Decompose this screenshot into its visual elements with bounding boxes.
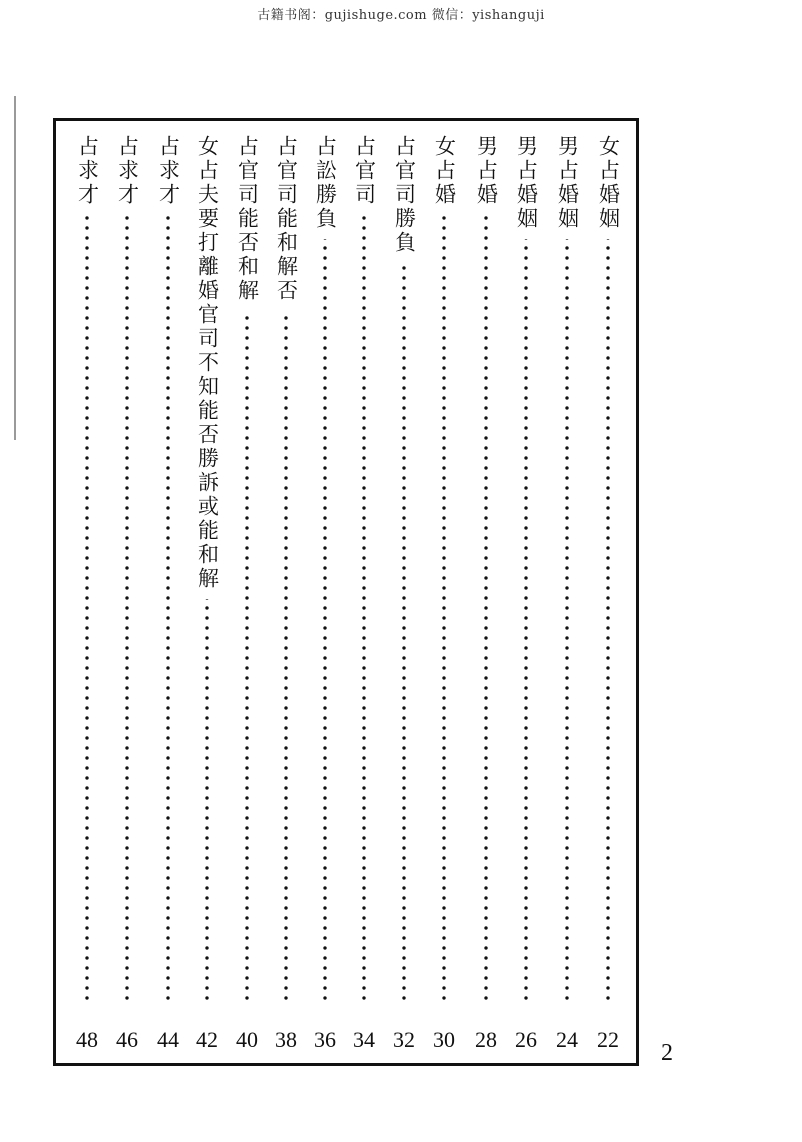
toc-entry-page: 34 — [353, 1027, 375, 1052]
toc-frame — [53, 118, 639, 1066]
toc-entry-page: 44 — [157, 1027, 179, 1052]
leader-dots — [284, 311, 288, 1003]
toc-entry-page: 32 — [393, 1027, 415, 1052]
leader-dots — [85, 215, 89, 1003]
toc-entry — [187, 121, 227, 1063]
toc-entry-page: 40 — [236, 1027, 258, 1052]
toc-list — [56, 121, 636, 1063]
toc-entry-page: 22 — [597, 1027, 619, 1052]
toc-entry-title: 占訟勝負 — [313, 135, 338, 231]
watermark-text: 古籍书阁：gujishuge.com 微信：yishanguji — [257, 8, 545, 23]
toc-entry — [266, 121, 306, 1063]
toc-entry-page: 30 — [433, 1027, 455, 1052]
toc-entry-title: 女占夫要打離婚官司不知能否勝訴或能和解 — [195, 135, 220, 591]
toc-entry — [547, 121, 587, 1063]
toc-entry-page: 24 — [556, 1027, 578, 1052]
toc-entry — [506, 121, 546, 1063]
leader-dots — [524, 239, 528, 1003]
toc-entry-page: 42 — [196, 1027, 218, 1052]
toc-entry-title: 占官司勝負 — [392, 135, 417, 255]
toc-entry — [344, 121, 384, 1063]
leader-dots — [484, 215, 488, 1003]
toc-entry-page: 28 — [475, 1027, 497, 1052]
toc-entry — [588, 121, 628, 1063]
toc-entry — [424, 121, 464, 1063]
toc-entry-page: 36 — [314, 1027, 336, 1052]
leader-dots — [565, 239, 569, 1003]
toc-entry-title: 占求才 — [156, 135, 181, 207]
toc-entry-title: 男占婚 — [474, 135, 499, 207]
toc-entry-title: 占求才 — [75, 135, 100, 207]
leader-dots — [125, 215, 129, 1003]
toc-entry-title: 女占婚姻 — [596, 135, 621, 231]
toc-entry — [466, 121, 506, 1063]
toc-entry-title: 占官司 — [352, 135, 377, 207]
toc-entry-page: 26 — [515, 1027, 537, 1052]
margin-rule — [14, 96, 16, 440]
page-number: 2 — [661, 1040, 673, 1066]
leader-dots — [166, 215, 170, 1003]
leader-dots — [362, 215, 366, 1003]
toc-entry — [107, 121, 147, 1063]
toc-entry — [227, 121, 267, 1063]
toc-entry-title: 占官司能否和解 — [235, 135, 260, 303]
toc-entry-page: 46 — [116, 1027, 138, 1052]
leader-dots — [323, 239, 327, 1003]
leader-dots — [402, 263, 406, 1003]
toc-entry-title: 女占婚 — [432, 135, 457, 207]
toc-entry-page: 48 — [76, 1027, 98, 1052]
toc-entry — [67, 121, 107, 1063]
toc-entry-page: 38 — [275, 1027, 297, 1052]
toc-entry — [148, 121, 188, 1063]
leader-dots — [245, 311, 249, 1003]
leader-dots — [205, 599, 209, 1003]
toc-entry — [305, 121, 345, 1063]
leader-dots — [442, 215, 446, 1003]
toc-entry-title: 男占婚姻 — [514, 135, 539, 231]
toc-entry — [384, 121, 424, 1063]
toc-entry-title: 占求才 — [115, 135, 140, 207]
toc-entry-title: 占官司能和解否 — [274, 135, 299, 303]
leader-dots — [606, 239, 610, 1003]
toc-entry-title: 男占婚姻 — [555, 135, 580, 231]
